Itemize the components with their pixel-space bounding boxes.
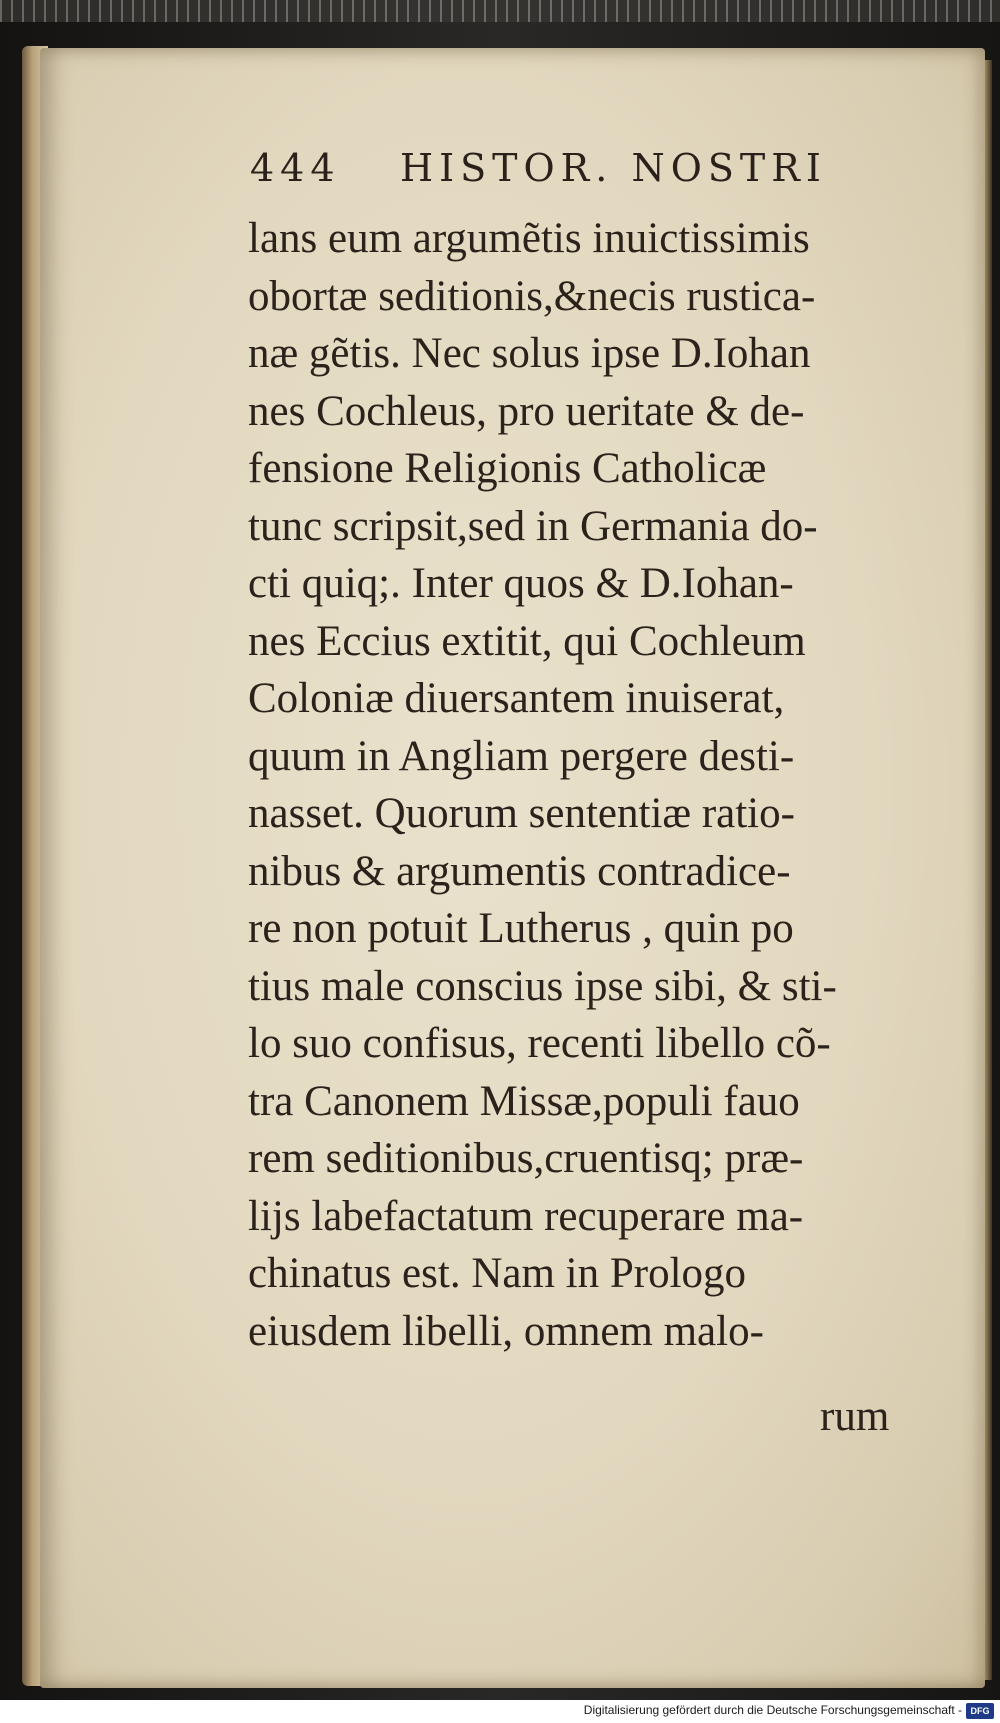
text-line: rem seditionibus,cruentisq; præ-	[248, 1135, 804, 1182]
text-line: chinatus est. Nam in Prologo	[248, 1250, 747, 1297]
page-number: 444	[250, 146, 341, 190]
footer-bar	[0, 1700, 1000, 1723]
text-line: nibus & argumentis contradice-	[248, 847, 791, 895]
text-line: lijs labefactatum recuperare ma-	[248, 1192, 804, 1240]
text-line: quum in Angliam pergere desti-	[248, 732, 795, 780]
running-head	[250, 146, 870, 200]
text-line: eiusdem libelli, omnem malo-	[248, 1307, 764, 1355]
text-line: næ gẽtis. Nec solus ipse D.Iohan	[248, 330, 811, 377]
scale-ruler	[0, 0, 1000, 22]
text-block	[248, 210, 938, 1360]
text-line: nasset. Quorum sententiæ ratio-	[248, 790, 795, 837]
text-line: lans eum argumẽtis inuictissimis	[248, 215, 810, 262]
text-line: cti quiq;. Inter quos & D.Iohan-	[248, 560, 794, 607]
text-line: re non potuit Lutherus , quin po	[248, 905, 794, 952]
text-line: nes Eccius extitit, qui Cochleum	[248, 617, 806, 665]
funding-note: Digitalisierung gefördert durch die Deutsche Forschungsgemeinschaft -	[583, 1703, 962, 1717]
text-line: Coloniæ diuersantem inuiserat,	[248, 675, 785, 722]
text-line: tra Canonem Missæ,populi fauo	[248, 1077, 800, 1125]
text-line: obortæ seditionis,&necis rustica-	[248, 272, 816, 320]
text-line: fensione Religionis Catholicæ	[248, 445, 767, 492]
catchword: rum	[820, 1393, 890, 1440]
dfg-logo-icon: DFG	[966, 1703, 994, 1719]
text-line: tunc scripsit,sed in Germania do-	[248, 502, 818, 550]
text-line: tius male conscius ipse sibi, & sti-	[248, 962, 837, 1010]
text-line: lo suo confisus, recenti libello cõ-	[248, 1020, 831, 1067]
running-title: HISTOR. NOSTRI	[400, 146, 827, 190]
text-line: nes Cochleus, pro ueritate & de-	[248, 387, 805, 435]
